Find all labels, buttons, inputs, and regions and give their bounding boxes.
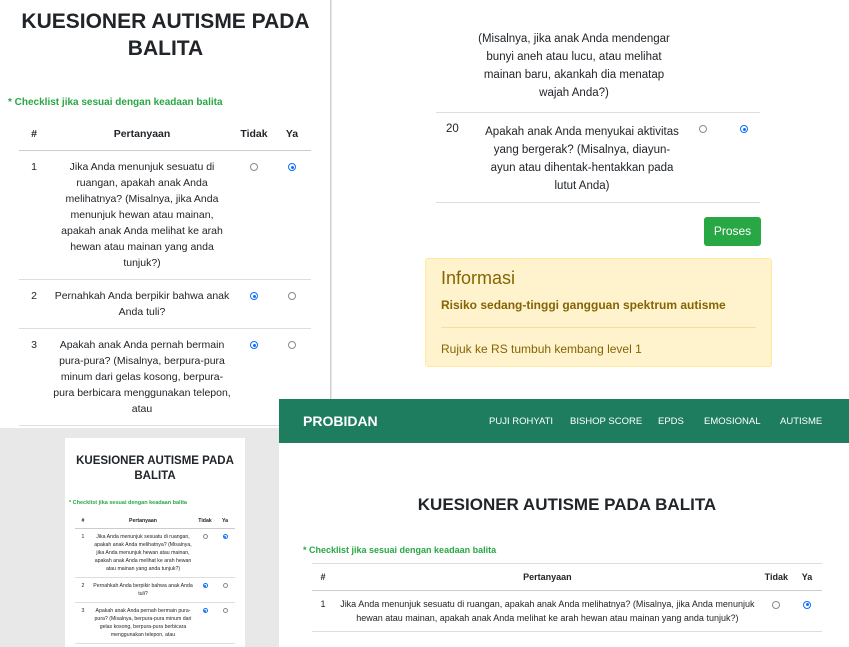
nav-link-bishop-score[interactable]: BISHOP SCORE <box>570 416 643 427</box>
alert-divider <box>441 327 756 328</box>
form-view-result <box>332 0 849 400</box>
nav-link-epds[interactable]: EPDS <box>658 416 684 427</box>
radio-no[interactable] <box>203 583 208 588</box>
row-divider <box>436 112 760 113</box>
table-row: 3 Apakah anak Anda pernah bermain pura-pura? (Misalnya, berpura-pura minum dari gelas kosong, berpura-pura berbicara menggunakan telepon, atau <box>75 603 235 644</box>
radio-no[interactable] <box>250 341 258 349</box>
question-text: Pernahkah Anda berpikir bahwa anak Anda tuli? <box>49 280 235 329</box>
row-divider <box>436 202 760 203</box>
checklist-note: * Checklist jika sesuai dengan keadaan balita <box>8 97 223 108</box>
col-num: # <box>19 118 49 151</box>
radio-no[interactable] <box>203 608 208 613</box>
table-row: 2 Pernahkah Anda berpikir bahwa anak Anda tuli? <box>19 280 311 329</box>
table-row: 1 Jika Anda menunjuk sesuatu di ruangan, apakah anak Anda melihatnya? (Misalnya, jika Anda menunjuk hewan atau mainan, apakah anak Anda melihat ke arah hewan atau mainan yang anda tunjuk?) <box>75 529 235 578</box>
col-no: Tidak <box>235 118 273 151</box>
radio-yes[interactable] <box>223 534 228 539</box>
checklist-note: * Checklist jika sesuai dengan keadaan balita <box>69 500 187 506</box>
navbar <box>279 399 849 443</box>
question-text: Apakah anak Anda menyukai aktivitas yang bergerak? (Misalnya, diayun-ayun atau dihentak-hentakkan pada lutut Anda) <box>485 126 679 192</box>
process-button[interactable]: Proses <box>704 217 761 246</box>
page-title: KUESIONER AUTISME PADA BALITA <box>417 495 717 514</box>
checklist-note: * Checklist jika sesuai dengan keadaan balita <box>303 545 497 555</box>
question-number: 20 <box>446 123 459 135</box>
col-yes: Ya <box>273 118 311 151</box>
alert-result: Risiko sedang-tinggi gangguan spektrum autisme <box>441 298 726 312</box>
question-text: Apakah anak Anda pernah bermain pura-pura? (Misalnya, berpura-pura minum dari gelas kosong, berpura-pura berbicara menggunakan telepon, atau <box>49 329 235 426</box>
form-view-mobile <box>65 438 245 647</box>
form-view-desktop <box>279 399 849 647</box>
col-question: Pertanyaan <box>49 118 235 151</box>
radio-no[interactable] <box>203 534 208 539</box>
radio-yes[interactable] <box>288 292 296 300</box>
table-row: 1 Jika Anda menunjuk sesuatu di ruangan, apakah anak Anda melihatnya? (Misalnya, jika Anda menunjuk hewan atau mainan, apakah anak Anda melihat ke arah hewan atau mainan yang anda tunjuk?) <box>312 591 822 632</box>
radio-no[interactable] <box>250 163 258 171</box>
questionnaire-table: # Pertanyaan Tidak Ya 1 Jika Anda menunjuk sesuatu di ruangan, apakah anak Anda melihatnya? (Misalnya, jika Anda menunjuk hewan atau mainan, apakah anak Anda melihat ke arah hewan atau mainan yang anda tunjuk?) <box>312 563 822 632</box>
questionnaire-table <box>19 118 311 426</box>
radio-no[interactable] <box>699 125 707 133</box>
radio-no[interactable] <box>250 292 258 300</box>
form-view-top-left <box>0 0 331 428</box>
question-text: (Misalnya, jika anak Anda mendengar bunyi aneh atau lucu, atau melihat mainan baru, akankah dia menatap wajah Anda?) <box>478 33 670 99</box>
radio-yes[interactable] <box>803 601 811 609</box>
info-alert <box>425 258 772 367</box>
alert-heading: Informasi <box>441 268 516 288</box>
table-row: 3 Apakah anak Anda pernah bermain pura-pura? (Misalnya, berpura-pura minum dari gelas kosong, berpura-pura berbicara menggunakan telepon, atau <box>19 329 311 426</box>
radio-yes[interactable] <box>288 163 296 171</box>
radio-yes[interactable] <box>223 608 228 613</box>
questionnaire-table: # Pertanyaan Tidak Ya 1 Jika Anda menunjuk sesuatu di ruangan, apakah anak Anda melihatnya? (Misalnya, jika Anda menunjuk hewan atau mainan, apakah anak Anda melihat ke arah hewan atau mainan yang anda tunjuk?) 2 Pernahkah Anda berpikir bahwa anak Anda tuli? 3 Apakah anak Anda pernah bermain pura-pura? (Misalnya, berpura-pura minum dari gelas kosong, berpura-pura berbicara menggunakan telepon, atau <box>75 514 235 644</box>
nav-link-puji-rohyati[interactable]: PUJI ROHYATI <box>489 416 554 427</box>
nav-link-emosional[interactable]: EMOSIONAL <box>704 416 761 427</box>
page-title: KUESIONER AUTISME PADA BALITA <box>76 455 234 482</box>
page-title: KUESIONER AUTISME PADA BALITA <box>21 10 310 60</box>
brand-logo[interactable]: PROBIDAN <box>303 413 378 429</box>
alert-recommendation: Rujuk ke RS tumbuh kembang level 1 <box>441 342 642 356</box>
radio-yes[interactable] <box>740 125 748 133</box>
table-row: 2 Pernahkah Anda berpikir bahwa anak Anda tuli? <box>75 578 235 603</box>
question-text: Jika Anda menunjuk sesuatu di ruangan, apakah anak Anda melihatnya? (Misalnya, jika Anda menunjuk hewan atau mainan, apakah anak Anda melihat ke arah hewan atau mainan yang anda tunjuk?) <box>49 151 235 280</box>
table-row: 1 Jika Anda menunjuk sesuatu di ruangan, apakah anak Anda melihatnya? (Misalnya, jika Anda menunjuk hewan atau mainan, apakah anak Anda melihat ke arah hewan atau mainan yang anda tunjuk?) <box>19 151 311 280</box>
radio-yes[interactable] <box>288 341 296 349</box>
nav-link-autisme[interactable]: AUTISME <box>780 416 823 427</box>
radio-no[interactable] <box>772 601 780 609</box>
radio-yes[interactable] <box>223 583 228 588</box>
